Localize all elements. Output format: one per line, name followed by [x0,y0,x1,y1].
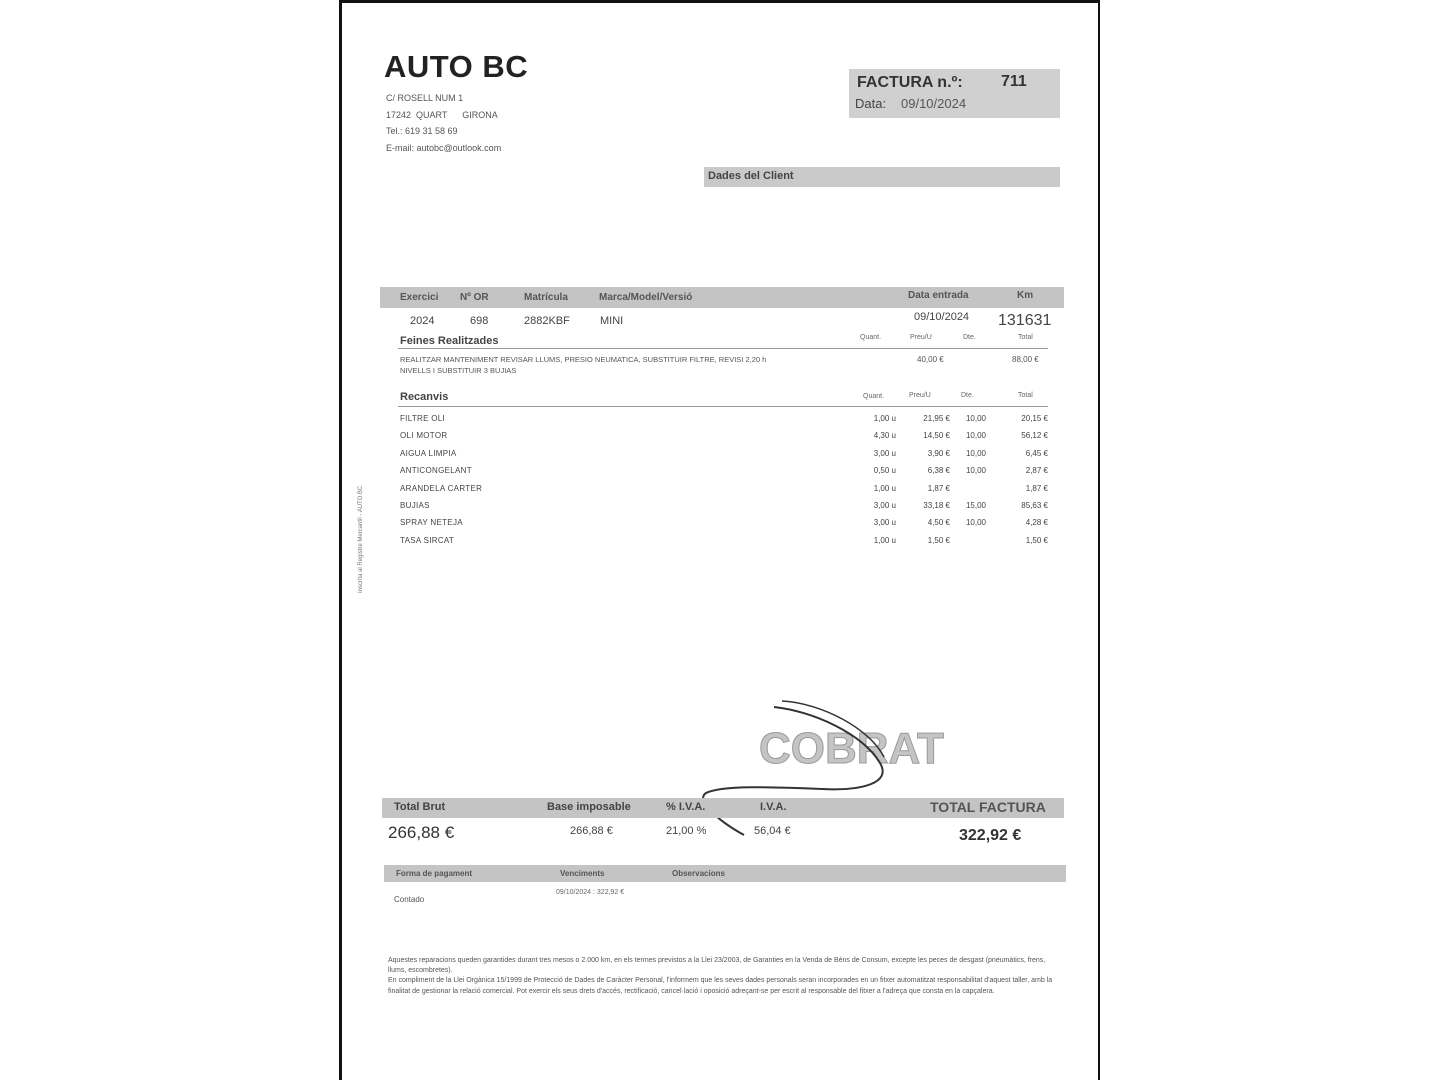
labor-col-disc: Dte. [963,334,976,341]
invoice-date: 09/10/2024 [901,96,967,111]
parts-title: Recanvis [400,391,449,403]
vehicle-header-bar [380,287,1064,308]
labor-description-line1: REALITZAR MANTENIMENT REVISAR LLUMS, PRESIO NEUMATICA, SUBSTITUIR FILTRE, REVISI 2,20 h [400,355,767,364]
iva-value: 56,04 € [754,825,791,837]
vehicle-or-number: 698 [470,315,489,327]
part-disc: 10,00 [965,414,986,423]
part-name: AIGUA LIMPIA [400,449,457,458]
part-name: ARANDELA CARTER [400,484,483,493]
parts-col-qty: Quant. [863,393,885,400]
labor-title: Feines Realitzades [400,335,499,347]
iva-pct-value: 21,00 % [666,825,707,837]
col-or-number: Nº OR [460,292,489,303]
part-disc: 15,00 [965,501,986,510]
part-price: 1,50 € [927,536,950,545]
part-total: 1,50 € [1025,536,1048,545]
client-data-title: Dades del Client [708,170,794,182]
part-name: FILTRE OLI [400,414,446,423]
part-qty: 1,00 u [873,484,896,493]
company-address-line1: C/ ROSELL NUM 1 [386,93,464,103]
part-name: ANTICONGELANT [400,466,472,475]
part-disc: 10,00 [965,518,986,527]
legal-data-protection: En compliment de la Llei Orgànica 15/1999 de Protecció de Dades de Caràcter Personal, l'informem que les seves dades personals seran incorporades en un fitxer automatitzat responsabilitat d'aquest taller, amb la finalitat de gestionar la relació comercial. Pot exercir els seus drets d'accés, rectificació, cancel·lació i oposició adreçant-se per escrit al responsable del fitxer a l'adreça que consta en la capçalera. [388,977,1053,995]
vehicle-model: MINI [600,315,624,327]
col-entry-date: Data entrada [908,290,969,301]
invoice-number: 711 [1001,73,1027,90]
side-registry-note: Inscrita al Registre Mercantil - AUTO BC [358,485,364,593]
vehicle-entry-date: 09/10/2024 [914,311,970,323]
col-km: Km [1017,290,1034,301]
part-qty: 3,00 u [873,501,896,510]
iva-label: I.V.A. [760,801,787,813]
labor-rule [398,348,1048,349]
part-name: BUJIAS [400,501,430,510]
part-qty: 3,00 u [873,518,896,527]
part-disc: 10,00 [965,466,986,475]
part-qty: 4,30 u [873,431,896,440]
part-qty: 1,00 u [873,414,896,423]
col-plate: Matrícula [524,292,568,303]
part-price: 4,50 € [927,518,950,527]
base-value: 266,88 € [570,825,613,837]
part-price: 33,18 € [923,501,950,510]
company-email: E-mail: autobc@outlook.com [386,143,502,153]
iva-pct-label: % I.V.A. [666,801,706,813]
payment-method-label: Forma de pagament [396,869,473,878]
payment-due: 09/10/2024 : 322,92 € [556,889,625,896]
totals-header-bar [382,798,1064,818]
labor-price: 40,00 € [917,355,944,364]
invoice-number-box [849,69,1060,118]
legal-notice [388,956,1056,997]
parts-col-disc: Dte. [961,392,974,399]
part-price: 3,90 € [927,449,950,458]
labor-col-total: Total [1018,334,1033,341]
total-factura-value: 322,92 € [959,827,1022,844]
parts-col-total: Total [1018,392,1033,399]
part-total: 85,63 € [1021,501,1048,510]
company-phone: Tel.: 619 31 58 69 [386,126,458,136]
total-brut-value: 266,88 € [388,823,455,842]
part-total: 4,28 € [1025,518,1048,527]
part-total: 56,12 € [1021,431,1048,440]
part-price: 14,50 € [923,431,950,440]
vehicle-exercise: 2024 [410,315,435,327]
invoice-page [339,0,1100,1080]
labor-description-line2: NIVELLS I SUBSTITUIR 3 BUJIAS [400,366,517,375]
col-model: Marca/Model/Versió [599,292,693,303]
part-price: 6,38 € [927,466,950,475]
parts-col-price: Preu/U [909,392,931,399]
col-exercise: Exercici [400,292,439,303]
part-name: SPRAY NETEJA [400,518,463,527]
part-disc: 10,00 [965,431,986,440]
part-name: TASA SIRCAT [400,536,455,545]
company-name: AUTO BC [384,49,529,84]
payment-notes-label: Observacions [672,869,725,878]
labor-col-price: Preu/U [910,334,932,341]
parts-rule [398,406,1048,407]
total-factura-label: TOTAL FACTURA [930,799,1046,815]
invoice-date-label: Data: [855,96,887,111]
part-total: 6,45 € [1025,449,1048,458]
part-price: 21,95 € [923,414,950,423]
payment-header-bar [384,865,1066,882]
base-label: Base imposable [547,801,631,813]
company-address-line2: 17242 QUART GIRONA [386,110,498,120]
part-name: OLI MOTOR [400,431,448,440]
paid-stamp-text: COBRAT [759,724,944,773]
invoice-label: FACTURA n.º: [857,74,963,91]
payment-method: Contado [394,895,425,904]
labor-total: 88,00 € [1012,355,1039,364]
part-total: 20,15 € [1021,414,1048,423]
part-total: 2,87 € [1025,466,1048,475]
paid-stamp [692,693,944,843]
part-qty: 1,00 u [873,536,896,545]
part-disc: 10,00 [965,449,986,458]
legal-warranty: Aquestes reparacions queden garantides durant tres mesos o 2.000 km, en els termes previstos a la Llei 23/2003, de Garanties en la Venda de Béns de Consum, excepte les peces de desgast (pneumàtics, frens, llums, escombretes). [388,957,1046,975]
total-brut-label: Total Brut [394,801,446,813]
part-qty: 0,50 u [873,466,896,475]
vehicle-km: 131631 [998,312,1052,329]
labor-col-qty: Quant. [860,334,882,341]
payment-due-label: Venciments [560,869,605,878]
part-price: 1,87 € [927,484,950,493]
client-data-header [704,167,1060,187]
part-total: 1,87 € [1025,484,1048,493]
vehicle-plate: 2882KBF [524,315,570,327]
part-qty: 3,00 u [873,449,896,458]
